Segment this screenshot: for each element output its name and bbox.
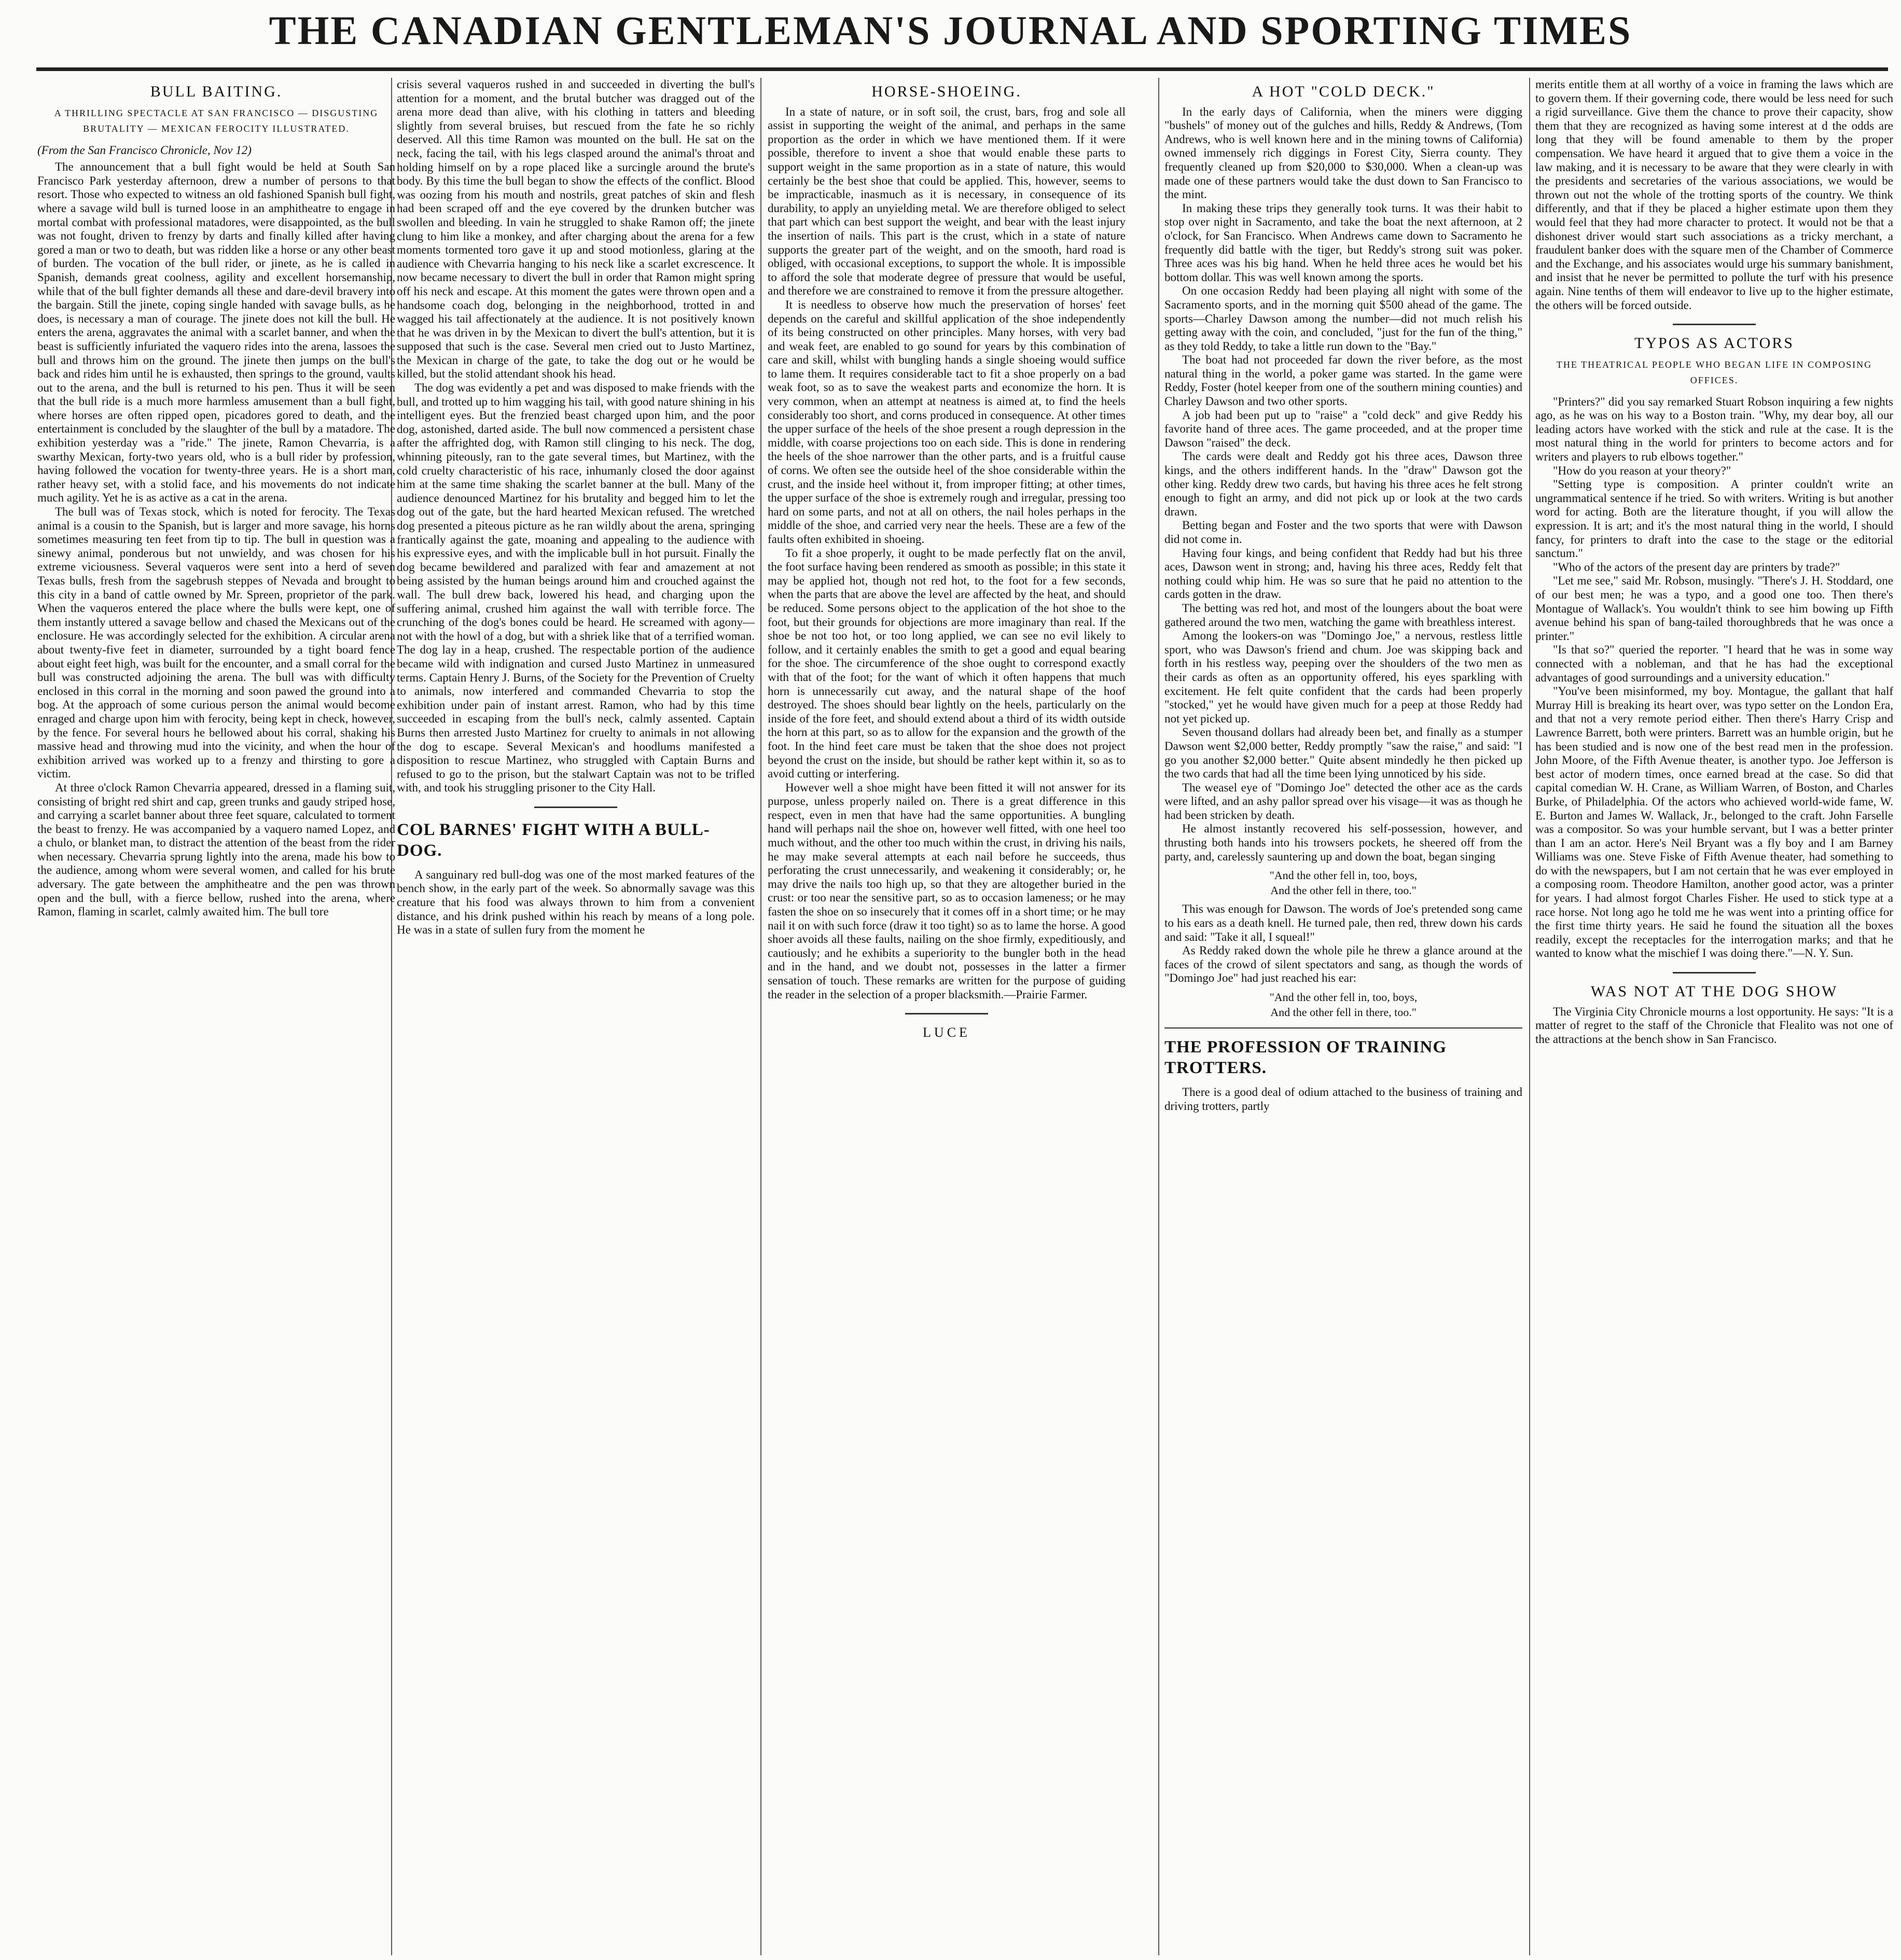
paragraph: However well a shoe might have been fitted it will not answer for its purpose, unless properly nailed on. There is a great difference in this respect, even in men that have had the same opportunities. A bungling hand will perhaps nail the shoe on, however well fitted, with one heel too much without, and the other too much within the crust, in driving his nails, he may make several attempts at each nail before he succeeds, thus perforating the crust unnecessarily, and weakening it considerably; or, he may drive the nails too high up, so that they are altogether buried in the crust: or too near the sensitive part, so as to occasion lameness; or he may fasten the shoe on so insecurely that it comes off in a short time; or he may nail it on with such force (draw it too tight) so as to lame the horse. A good shoer avoids all these faults, nailing on the shoe firmly, expeditiously, and cautiously; and he exhibits a superiority to the bungler both in the head and in the hand, and we doubt not, possesses in the latter a firmer sensation of touch. These remarks are written for the purpose of guiding the reader in the selection of a proper blacksmith.—Prairie Farmer.: [768, 781, 1126, 1001]
paragraph: "Is that so?" queried the reporter. "I heard that he was in some way connected with a nobleman, and that he has had the exceptional advantages of good surroundings and a university education.": [1535, 643, 1893, 684]
paragraph: Seven thousand dollars had already been bet, and finally as a stumper Dawson went $2,000 better, Reddy promptly "saw the raise," and said: "I go you another $2,000 better." Quite absent mindedly he then picked up the two cards that had all the time been lying unnoticed by his side.: [1164, 726, 1522, 781]
masthead-rule: [36, 67, 1888, 71]
verse-line: "And the other fell in, too, boys,: [1269, 869, 1418, 882]
paragraph: "Who of the actors of the present day are printers by trade?": [1553, 560, 1840, 574]
article-title-cold-deck: A HOT "COLD DECK.": [1252, 83, 1435, 100]
article-title-col-barnes: COL BARNES' FIGHT WITH A BULL-DOG.: [397, 820, 710, 860]
paragraph: The betting was red hot, and most of the loungers about the boat were gathered around the two men, watching the game with breathless interest.: [1164, 601, 1522, 629]
paragraph: To fit a shoe properly, it ought to be made perfectly flat on the anvil, the foot surface having been rendered as smooth as possible; in this state it may be applied hot, though not red hot, to the foot for a few seconds, when the parts that are above the level are affected by the heat, and should be reduced. Some persons object to the application of the hot shoe to the foot, but their grounds for objections are more imaginary than real. If the shoe be not too hot, or too long applied, we can see no evil likely to follow, and it certainly enables the smith to get a good and equal bearing for the shoe. The circumference of the shoe ought to correspond exactly with that of the foot; for the want of which it often happens that much horn is unnecessarily cut away, and the natural shape of the hoof destroyed. The shoes should bear lightly on the heels, particularly on the inside of the fore feet, and should extend about a third of its width outside the horn at this part, so as to allow for the expansion and the growth of the foot. In the hind feet care must be taken that the shoe does not project beyond the crust on the inside, but should be rather kept within it, so as to avoid cutting or interfering.: [768, 546, 1126, 781]
column-footer: LUCE: [923, 1025, 970, 1040]
paragraph: "How do you reason at your theory?": [1553, 464, 1731, 477]
paragraph: crisis several vaqueros rushed in and succeeded in diverting the bull's attention for a moment, and the brutal butcher was dragged out of the arena more dead than alive, with his clothing in tatters and bleeding slightly from several bruises, but rescued from the fate he so richly deserved. All this time Ramon was mounted on the bull. He sat on the neck, facing the tail, with his legs clasped around the animal's throat and holding himself on by a rope placed like a surcingle around the brute's body. By this time the bull began to show the effects of the conflict. Blood was oozing from his mouth and nostrils, great patches of skin and flesh had been scraped off and the eye covered by the drunken butcher was swollen and bleeding. In vain he struggled to shake Ramon off; the jinete clung to him like a monkey, and after charging about the arena for a few moments tormented toro gave it up and stood motionless, glaring at the audience with Chevarria hanging to his neck like a scarlet excrescence. It now became necessary to divert the bull in order that Ramon might spring off his neck and escape. At this moment the gates were thrown open and a handsome coach dog, belonging in the neighborhood, trotted in and wagged his tail affectionately at the audience. It is not positively known that he was driven in by the Mexican to divert the bull's attention, but it is supposed that such is the case. Several men cried out to Justo Martinez, the Mexican in charge of the gate, to take the dog out or he would be killed, but the stolid attendant shook his head.: [397, 78, 755, 381]
paragraph: The dog was evidently a pet and was disposed to make friends with the bull, and trotted up to him wagging his tail, with good nature shining in his intelligent eyes. But the frenzied beast charged upon him, and the poor dog, astonished, darted aside. The bull now commenced a persistent chase after the affrighted dog, with Ramon still clinging to his neck. The dog, whinning piteously, ran to the gate several times, but Martinez, with the cold cruelty characteristic of his race, inhumanly closed the door against him at the same time shaking the scarlet banner at the bull. Many of the audience denounced Martinez for his brutality and begged him to let the dog out of the gate, but the hard hearted Mexican refused. The wretched dog presented a piteous picture as he ran wildly about the arena, springing frantically against the gate, moaning and appealing to the audience with his expressive eyes, and with the implicable bull in hot pursuit. Finally the dog became bewildered and paralized with fear and amazement at not being assisted by the human beings around him and crouched against the wall. The bull drew back, lowered his head, and charging upon the suffering animal, crushed him against the wall with terrible force. The crunching of the dog's bones could be heard. He screamed with agony—not with the howl of a dog, but with a shriek like that of a terrified woman. The dog lay in a heap, crushed. The respectable portion of the audience became wild with indignation and cursed Justo Martinez in unmeasured terms. Captain Henry J. Burns, of the Society for the Prevention of Cruelty to animals, now interfered and commanded Chevarria to stop the exhibition under pain of instant arrest. Ramon, who had by this time succeeded in escaping from the bull's neck, calmly assented. Captain Burns then arrested Justo Martinez for cruelty to animals in not allowing the dog to escape. Several Mexican's and hoodlums manifested a disposition to rescue Martinez, who struggled with Captain Burns and refused to go to the prison, but the stalwart Captain was not to be trifled with, and took his struggling prisoner to the City Hall.: [397, 381, 755, 795]
paragraph: As Reddy raked down the whole pile he threw a glance around at the faces of the crowd of silent spectators and sang, as though the words of "Domingo Joe" had just reached his ear:: [1164, 944, 1522, 985]
paragraph: There is a good deal of odium attached to the business of training and driving trotters, partly: [1164, 1086, 1522, 1113]
column-1: [37, 78, 395, 1955]
article-title-bull-baiting: BULL BAITING.: [150, 83, 283, 100]
article-title-dog-show: WAS NOT AT THE DOG SHOW: [1590, 983, 1838, 1000]
column-2: [397, 78, 755, 1955]
column-5: [1535, 78, 1893, 1955]
paragraph: A sanguinary red bull-dog was one of the most marked features of the bench show, in the early part of the week. So abnormally savage was this creature that his food was always thrown to him from a convenient distance, and his drink pushed within his reach by means of a long pole. He was in a state of sullen fury from the moment he: [397, 868, 755, 937]
column-4: [1164, 78, 1522, 1955]
section-divider: [1164, 1027, 1522, 1028]
paragraph: In a state of nature, or in soft soil, the crust, bars, frog and sole all assist in supporting the weight of the animal, and perhaps in the same proportion as the order in which we have mentioned them. If it were possible, therefore to invent a shoe that would enable these parts to support weight in the same proportion as in a state of nature, this would certainly be the best shoe that could be applied. This, however, seems to be impracticable, inasmuch as it is necessary, in consequence of its durability, to apply an unyielding metal. We are therefore obliged to select that part which can best support the weight, and bear with the least injury the insertion of nails. This part is the crust, which in a state of nature supports the greater part of the weight, and on the smooth, hard road is obliged, with occasional exceptions, to support the whole. It is impossible to afford the sole that moderate degree of pressure that would be useful, and therefore we are constrained to remove it from the pressure altogether.: [768, 105, 1126, 298]
paragraph: merits entitle them at all worthy of a voice in framing the laws which are to govern them. If their governing code, there would be less need for such a rigid surveillance. Give them the chance to prove their capacity, show them that they are recognized as having some interest at d the odds are long that they will be found amenable to them by the proper compensation. We have heard it argued that to give them a voice in the law making, and it is necessary to be aware that they were clearly in with the presidents and secretaries of the various associations, we would be thrown out not the whole of the trotting sports of the country. We think differently, and that if they be placed a higher estimate upon them they would feel that they had more character to protect. It would not be that a dishonest driver would start such associations as a tricky merchant, a fraudulent banker does with the square men of the Chamber of Commerce and the Exchange, and his associates would urge his summary banishment, and insist that he never be permitted to pollute the turf with his presence again. Nine tenths of them will endeavor to live up to the higher estimate, the others will be forced outside.: [1535, 78, 1893, 312]
paragraph: The Virginia City Chronicle mourns a lost opportunity. He says: "It is a matter of regret to the staff of the Chronicle that Flealito was not one of the attractions at the bench show in San Francisco.: [1535, 1005, 1893, 1046]
column-rule: [1158, 78, 1159, 1955]
article-title-horse-shoeing: HORSE-SHOEING.: [871, 83, 1022, 100]
masthead: THE CANADIAN GENTLEMAN'S JOURNAL AND SPORTING TIMES: [269, 8, 1632, 53]
section-divider: [1673, 324, 1756, 325]
section-divider: [905, 1013, 988, 1014]
article-title-typos: TYPOS AS ACTORS: [1634, 335, 1794, 352]
paragraph: The boat had not proceeded far down the river before, as the most natural thing in the world, a poker game was started. In the game were Reddy, Foster (hotel keeper from one of the southern mining counties) and Charley Dawson and two other sports.: [1164, 353, 1522, 408]
paragraph: "You've been misinformed, my boy. Montague, the gallant that half Murray Hill is breaking its heart over, was typo setter on the London Era, and that not a very remote period either. Then there's Harry Crisp and Lawrence Barrett, both were printers. Barrett was an humble origin, but he has been studied and is now one of the best read men in the profession. John Moore, of the Fifth Avenue theater, is another typo. Joe Jefferson is best actor of modern times, once earned bread at the case. So did that capital comedian W. H. Crane, as William Warren, of Boston, and Charles Burke, of Philadelphia. Of the actors who achieved world-wide fame, W. E. Burton and James W. Wallack, Jr., belonged to the craft. John Farselle was a compositor. So was your humble servant, but I was a better printer than I am an actor. Here's Neil Bryant was a fly boy and I am Barney Williams was one. Steve Fiske of Fifth Avenue theater, had something to do with the newspapers, but I am not certain that he was ever employed in a composing room. Theodore Hamilton, another good actor, was a printer for years. I had almost forgot Charles Fisher. He used to stick type at a race horse. Not long ago he told me he was went into a printing office for the first time thirty years. He said he found the situation all the boxes readily, except the receptacles for the interrogation marks; and that he wanted to know what the mischief I was doing there."—N. Y. Sun.: [1535, 685, 1893, 960]
verse-line: And the other fell in there, too.": [1270, 1005, 1417, 1019]
paragraph: This was enough for Dawson. The words of Joe's pretended song came to his ears as a death knell. He turned pale, then red, threw down his cards and said: "Take it all, I squeal!": [1164, 902, 1522, 943]
paragraph: He almost instantly recovered his self-possession, however, and thrusting both hands into his trowsers pockets, he sheered off from the party, and, carelessly sauntering up and down the boat, began singing: [1164, 822, 1522, 863]
column-rule: [760, 78, 761, 1955]
song-verse: [1164, 991, 1522, 1019]
song-verse: [1164, 869, 1522, 897]
article-title-training-trotters: THE PROFESSION OF TRAINING TROTTERS.: [1164, 1038, 1447, 1078]
paragraph: It is needless to observe how much the preservation of horses' feet depends on the careful and skillful application of the shoe independently of its being constructed on other principles. Many horses, with very bad and weak feet, are enabled to go sound for years by this combination of care and skill, whilst with bungling hands a single shoeing would suffice to lame them. It requires considerable tact to fit a shoe properly on a bad weak foot, so as to save the weakest parts and economize the horn. It is very common, when an attempt at neatness is aimed at, to find the heels considerably too short, and corns produced in consequence. At other times the upper surface of the heels of the shoe present a rough depression in the middle, with coarse projections too on each side. This is done in rendering the heels of the shoe narrower than the other parts, and is a fruitful cause of corns. We often see the outside heel of the shoe considerable within the crust, and the inside heel without it, from improper fitting; at other times, the upper surface of the shoe is extremely rough and irregular, pressing too hard on some parts, and not at all on others, the nail holes perhaps in the middle of the shoe, and carried very near the heels. These are a few of the faults often exhibited in shoeing.: [768, 298, 1126, 546]
column-3: [768, 78, 1126, 1955]
paragraph: "Setting type is composition. A printer couldn't write an ungrammatical sentence if he tried. So with writers. Writing is but another word for acting. Both are the literature thought, if you will allow the expression. It is art; and it's the most natural thing in the world, I should fancy, for printers to draft into the case to the stage or the editorial sanctum.": [1535, 478, 1893, 560]
paragraph: Betting began and Foster and the two sports that were with Dawson did not come in.: [1164, 519, 1522, 546]
verse-line: And the other fell in there, too.": [1270, 883, 1417, 897]
paragraph: The bull was of Texas stock, which is noted for ferocity. The Texas animal is a cousin to the Spanish, but is larger and more savage, his horns sometimes measuring ten feet from tip to tip. The bull in question was a sinewy animal, ponderous but not unwieldy, and was chosen for his extreme viciousness. Several vaqueros were sent into a herd of seven Texas bulls, fresh from the sagebrush steppes of Nevada and brought to this city in a band of cattle owned by Mr. Spreen, proprietor of the park. When the vaqueros entered the place where the bulls were kept, one of them instantly uttered a savage bellow and chased the Mexicans out of the enclosure. He was accordingly selected for the exhibition. A circular arena about twenty-five feet in diameter, surrounded by a tight board fence about eight feet high, was built for the encounter, and a small corral for the bull was constructed adjoining the arena. The bull was with difficulty enclosed in this corral in the morning and soon pawed the ground into a bog. At the approach of some curious person the animal would become enraged and charge upon him with ferocity, being kept in check, however, by the fence. For several hours he bellowed about his corral, shaking his massive head and throwing mud into the vicinity, and when the hour of exhibition arrived was worked up to a frenzy and thirsting to gore a victim.: [37, 505, 395, 781]
paragraph: A job had been put up to "raise" a "cold deck" and give Reddy his favorite hand of three aces. The game proceeded, and at the proper time Dawson "raised" the deck.: [1164, 408, 1522, 449]
paragraph: Having four kings, and being confident that Reddy had but his three aces, Dawson went in strong; and, having his three aces, Reddy felt that nothing could whip him. He was so sure that he paid no attention to the cards gotten in the draw.: [1164, 546, 1522, 601]
verse-line: "And the other fell in, too, boys,: [1269, 991, 1418, 1004]
paragraph: The announcement that a bull fight would be held at South San Francisco Park yesterday afternoon, drew a number of persons to that resort. Those who expected to witness an old fashioned Spanish bull fight, where a savage wild bull is turned loose in an amphitheatre to engage in mortal combat with professional matadores, were disappointed, as the bull was not fought, driven to frenzy by darts and finally killed after having gored a man or two to death, but was ridden like a horse or any other beast of burden. The vocation of the bull rider, or jinete, as he is called in Spanish, demands great coolness, agility and excellent horsemanship, while that of the bull fighter demands all these and dare-devil bravery into the bargain. Still the jinete, coping single handed with savage bulls, as he does, is necessary a man of courage. The jinete does not kill the bull. He enters the arena, aggravates the animal with a scarlet banner, and when the beast is sufficiently infuriated the vaquero rides into the arena, lassoes the bull and throws him on the ground. The jinete then jumps on the bull's back and rides him until he is exhausted, then springs to the ground, vaults out to the arena, and the bull is returned to his pen. Thus it will be seen that the bull ride is a much more harmless amusement than a bull fight, where horses are often ripped open, picadores gored to death, and the entertainment is concluded by the slaughter of the bull by a matadore. The exhibition yesterday was a "ride." The jinete, Ramon Chevarria, is a swarthy Mexican, forty-two years old, who is a bull rider by profession, having followed the vocation for twenty-three years. He is a short man, rather heavy set, with a stolid face, and his movements do not indicate much agility. Yet he is as active as a cat in the arena.: [37, 160, 395, 505]
column-rule: [1529, 78, 1530, 1955]
paragraph: In the early days of California, when the miners were digging "bushels" of money out of the gulches and hills, Reddy & Andrews, (Tom Andrews, who is well known here and in the mining towns of California) owned immensely rich diggings in Forest City, Sierra county. They frequently cleaned up from $20,000 to $30,000. When a clean-up was made one of these partners would take the dust down to San Francisco to the mint.: [1164, 105, 1522, 201]
paragraph: Among the lookers-on was "Domingo Joe," a nervous, restless little sport, who was Dawson's friend and chum. Joe was skipping back and forth in his restless way, peeping over the shoulders of the two men as their cards as often as an opportunity offered, his eyes sparkling with excitement. He felt quite confident that the cards had been properly "stocked," yet he would have given much for a peep at those Reddy had not yet picked up.: [1164, 629, 1522, 725]
paragraph: At three o'clock Ramon Chevarria appeared, dressed in a flaming suit, consisting of bright red shirt and cap, green trunks and gaudy striped hose, and carrying a scarlet banner about three feet square, calculated to torment the beast to frenzy. He was accompanied by a vaquero named Lopez, and a chulo, or blanket man, to distract the attention of the beast from the rider when necessary. Chevarria sprung lightly into the arena, made his bow to the audience, among whom were several women, and called for his brute adversary. The gate between the amphitheatre and the pen was thrown open and the bull, with a fierce bellow, rushed into the arena, where Ramon, flaming in scarlet, calmly awaited him. The bull tore: [37, 781, 395, 919]
paragraph: On one occasion Reddy had been playing all night with some of the Sacramento sports, and in the morning quit $500 ahead of the game. The sports—Charley Dawson among the number—did not much relish his getting away with the coin, and concluded, "just for the fun of the thing," as they told Reddy, to take a little run down to the "Bay.": [1164, 284, 1522, 353]
paragraph: "Printers?" did you say remarked Stuart Robson inquiring a few nights ago, as he was on his way to a Boston train. "Why, my dear boy, all our leading actors have worked with the stick and rule at the case. It is the most natural thing in the world for printers to become actors and for writers and players to rub elbows together.": [1535, 395, 1893, 464]
section-divider: [534, 807, 617, 808]
article-subtitle-typos: THE THEATRICAL PEOPLE WHO BEGAN LIFE IN COMPOSING OFFICES.: [1556, 359, 1872, 385]
article-subtitle-bull-baiting: A THRILLING SPECTACLE AT SAN FRANCISCO — DISGUSTING BRUTALITY — MEXICAN FEROCITY ILLUSTRATED.: [54, 107, 379, 134]
section-divider: [1673, 972, 1756, 974]
article-credit: (From the San Francisco Chronicle, Nov 12): [37, 143, 252, 157]
paragraph: The weasel eye of "Domingo Joe" detected the other ace as the cards were lifted, and an ashy pallor spread over his visage—it was as though he had been stricken by death.: [1164, 781, 1522, 822]
paragraph: In making these trips they generally took turns. It was their habit to stop over night in Sacramento, and take the boat the next afternoon, at 2 o'clock, for San Francisco. When Andrews came down to Sacramento he frequently did battle with the tiger, but Reddy's strong suit was poker. Three aces was his big hand. When he held three aces he would bet his bottom dollar. This was well known among the sports.: [1164, 201, 1522, 284]
paragraph: "Let me see," said Mr. Robson, musingly. "There's J. H. Stoddard, one of our best men; he was a typo, and a good one too. Then there's Montague of Wallack's. You wouldn't think to see him bowing up Fifth avenue behind his span of bang-tailed thoroughbreds that he was once a printer.": [1535, 574, 1893, 643]
paragraph: The cards were dealt and Reddy got his three aces, Dawson three kings, and the others indifferent hands. In the "draw" Dawson got the other king. Reddy drew two cards, but having his three aces he felt strong enough to fight an army, and did not pick up or look at the two cards drawn.: [1164, 450, 1522, 518]
